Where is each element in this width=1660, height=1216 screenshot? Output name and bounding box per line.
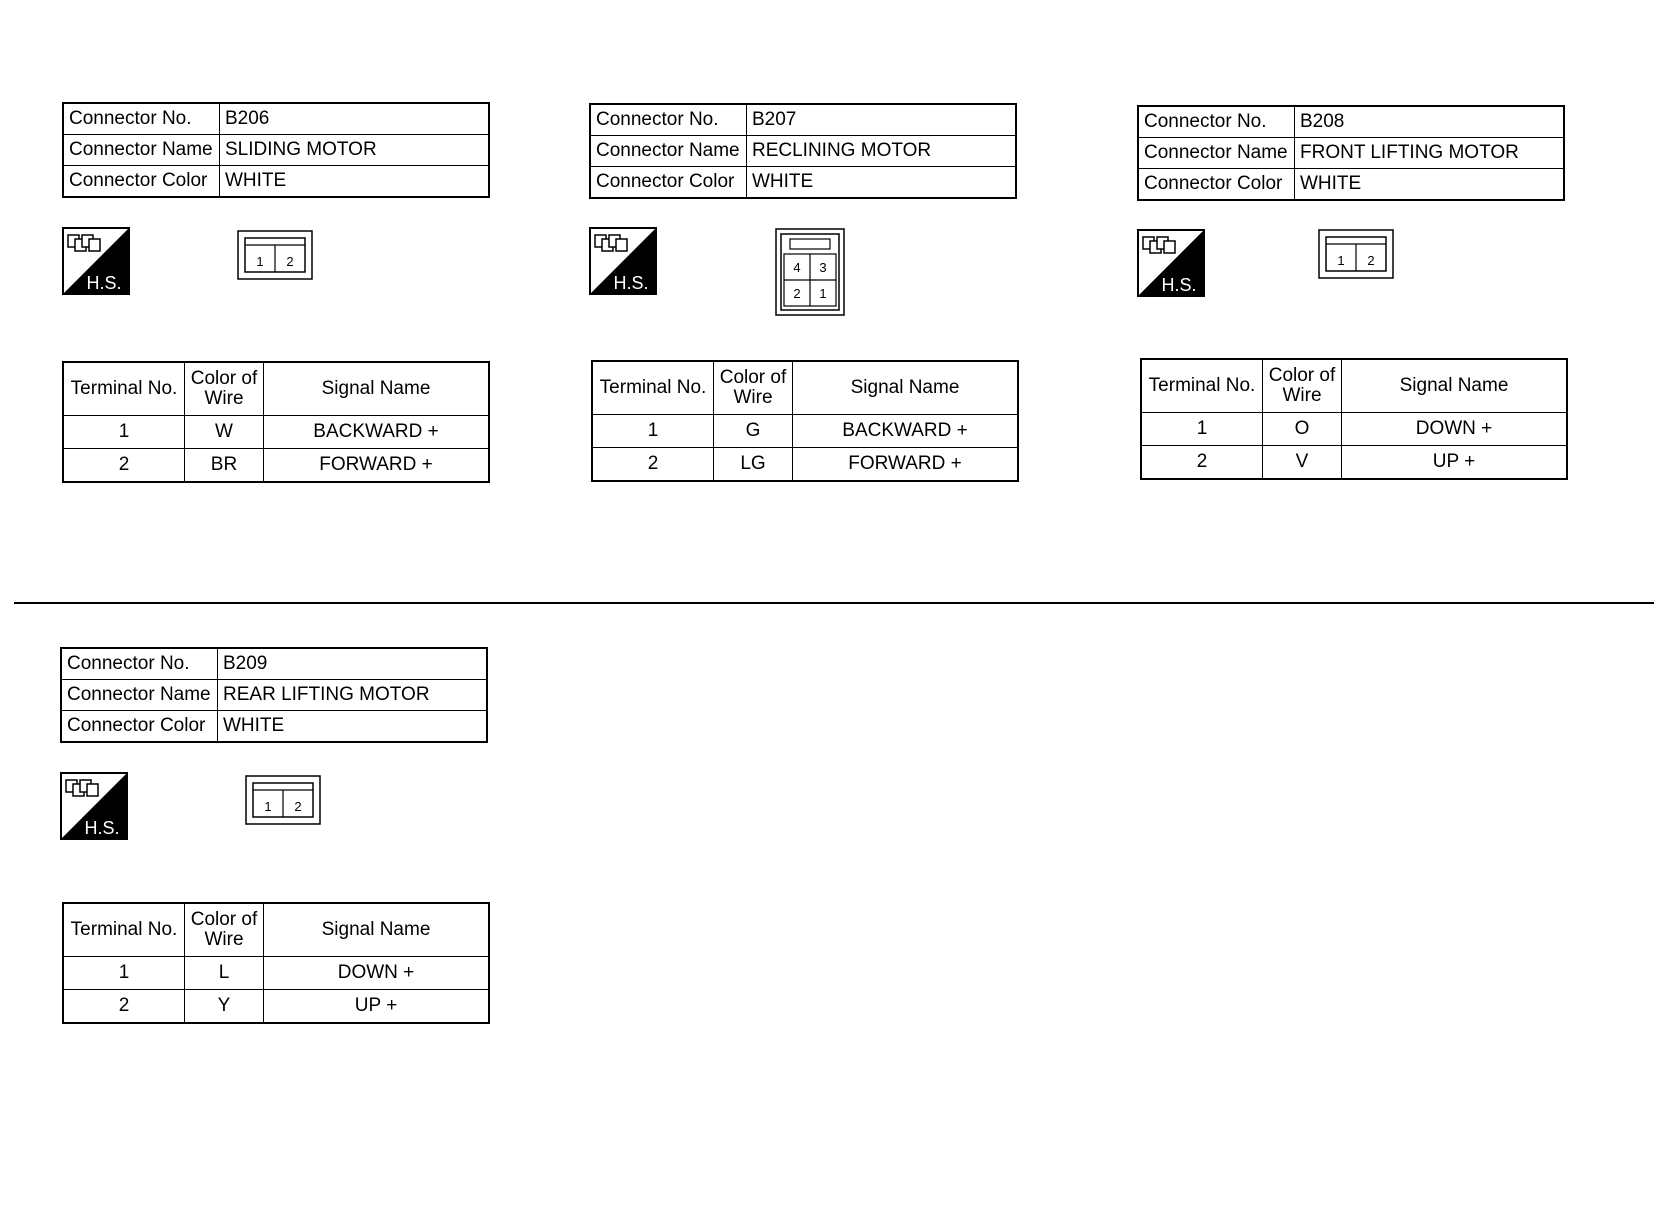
connector-block-b206 (62, 102, 490, 198)
connector-2pin-icon (1318, 229, 1394, 279)
signal-name-cell: BACKWARD + (264, 416, 490, 449)
table-row (63, 990, 489, 1024)
pin-label: 1 (264, 799, 272, 814)
harness-side-icon (62, 227, 130, 295)
wire-text: Wire (1282, 385, 1322, 406)
connector-name-label: Connector Name (63, 135, 220, 166)
pin-label: 2 (1367, 253, 1375, 268)
terminal-no-cell: 2 (1141, 446, 1263, 480)
pin-label: 2 (294, 799, 302, 814)
signal-name-cell: UP + (264, 990, 490, 1024)
connector-info-table (589, 103, 1017, 199)
signal-name-cell: FORWARD + (264, 449, 490, 483)
signal-name-header: Signal Name (793, 361, 1019, 415)
signal-name-header: Signal Name (264, 903, 490, 957)
signal-name-cell: FORWARD + (793, 448, 1019, 482)
connector-no-value: B207 (747, 104, 1017, 136)
connector-color-value: WHITE (1295, 169, 1565, 201)
connector-color-value: WHITE (220, 166, 490, 198)
connector-name-label: Connector Name (61, 680, 218, 711)
terminal-no-header: Terminal No. (63, 903, 185, 957)
connector-info-table (60, 647, 488, 743)
wire-color-header (714, 361, 793, 415)
connector-4pin-icon (775, 228, 845, 316)
terminal-table-header (63, 903, 489, 957)
terminal-no-cell: 2 (63, 990, 185, 1024)
harness-side-icon (1137, 229, 1205, 297)
connector-no-value: B208 (1295, 106, 1565, 138)
connector-no-label: Connector No. (63, 103, 220, 135)
terminal-no-header: Terminal No. (1141, 359, 1263, 413)
terminal-no-cell: 1 (63, 416, 185, 449)
wire-color-header (1263, 359, 1342, 413)
connector-color-label: Connector Color (590, 167, 747, 199)
connector-name-value: REAR LIFTING MOTOR (218, 680, 488, 711)
table-row (1141, 413, 1567, 446)
pin-label: 4 (793, 260, 801, 275)
table-row (63, 449, 489, 483)
connector-info-table (62, 102, 490, 198)
terminal-table-b209 (62, 902, 490, 1024)
wire-text: Wire (204, 388, 244, 409)
pin-label: 1 (1337, 253, 1345, 268)
wire-color-cell: W (185, 416, 264, 449)
hs-label: H.S. (1161, 275, 1197, 295)
terminal-no-cell: 1 (592, 415, 714, 448)
wire-color-cell: LG (714, 448, 793, 482)
wire-color-cell: O (1263, 413, 1342, 446)
terminal-table-b208 (1140, 358, 1568, 480)
connector-name-value: SLIDING MOTOR (220, 135, 490, 166)
wire-color-cell: L (185, 957, 264, 990)
harness-side-icon (589, 227, 657, 295)
connector-color-value: WHITE (747, 167, 1017, 199)
hs-label: H.S. (86, 273, 122, 293)
pin-label: 1 (819, 286, 827, 301)
wire-text: Wire (204, 929, 244, 950)
color-of-text: Color of (190, 909, 258, 930)
connector-name-value: FRONT LIFTING MOTOR (1295, 138, 1565, 169)
color-of-text: Color of (1268, 365, 1336, 386)
connector-name-label: Connector Name (1138, 138, 1295, 169)
signal-name-cell: DOWN + (1342, 413, 1568, 446)
color-of-text: Color of (190, 368, 258, 389)
pin-label: 3 (819, 260, 827, 275)
terminal-no-header: Terminal No. (592, 361, 714, 415)
wire-color-cell: BR (185, 449, 264, 483)
color-of-text: Color of (719, 367, 787, 388)
connector-color-label: Connector Color (63, 166, 220, 198)
connector-no-value: B206 (220, 103, 490, 135)
harness-side-icon (60, 772, 128, 840)
connector-no-label: Connector No. (1138, 106, 1295, 138)
table-row (592, 415, 1018, 448)
wire-color-cell: G (714, 415, 793, 448)
connector-info-table (1137, 105, 1565, 201)
signal-name-cell: BACKWARD + (793, 415, 1019, 448)
hs-label: H.S. (613, 273, 649, 293)
connector-block-b207 (589, 103, 1017, 199)
connector-2pin-icon (245, 775, 321, 825)
connector-name-label: Connector Name (590, 136, 747, 167)
pin-label: 2 (286, 254, 294, 269)
wire-color-header (185, 362, 264, 416)
wire-color-header (185, 903, 264, 957)
connector-block-b209 (60, 647, 488, 743)
signal-name-header: Signal Name (1342, 359, 1568, 413)
wire-color-cell: Y (185, 990, 264, 1024)
signal-name-cell: DOWN + (264, 957, 490, 990)
terminal-no-cell: 2 (592, 448, 714, 482)
connector-2pin-icon (237, 230, 313, 280)
table-row (63, 416, 489, 449)
terminal-no-cell: 1 (63, 957, 185, 990)
table-row (1141, 446, 1567, 480)
wire-text: Wire (733, 387, 773, 408)
pin-label: 1 (256, 254, 264, 269)
section-divider (14, 602, 1654, 604)
connector-color-label: Connector Color (61, 711, 218, 743)
terminal-no-cell: 1 (1141, 413, 1263, 446)
terminal-no-header: Terminal No. (63, 362, 185, 416)
connector-no-label: Connector No. (590, 104, 747, 136)
signal-name-cell: UP + (1342, 446, 1568, 480)
connector-color-value: WHITE (218, 711, 488, 743)
hs-label: H.S. (84, 818, 120, 838)
terminal-table-b206 (62, 361, 490, 483)
terminal-table-header (63, 362, 489, 416)
connector-color-label: Connector Color (1138, 169, 1295, 201)
connector-no-value: B209 (218, 648, 488, 680)
connector-name-value: RECLINING MOTOR (747, 136, 1017, 167)
table-row (592, 448, 1018, 482)
signal-name-header: Signal Name (264, 362, 490, 416)
connector-block-b208 (1137, 105, 1565, 201)
terminal-table-b207 (591, 360, 1019, 482)
terminal-table-header (1141, 359, 1567, 413)
connector-no-label: Connector No. (61, 648, 218, 680)
terminal-table-header (592, 361, 1018, 415)
wire-color-cell: V (1263, 446, 1342, 480)
table-row (63, 957, 489, 990)
terminal-no-cell: 2 (63, 449, 185, 483)
pin-label: 2 (793, 286, 801, 301)
